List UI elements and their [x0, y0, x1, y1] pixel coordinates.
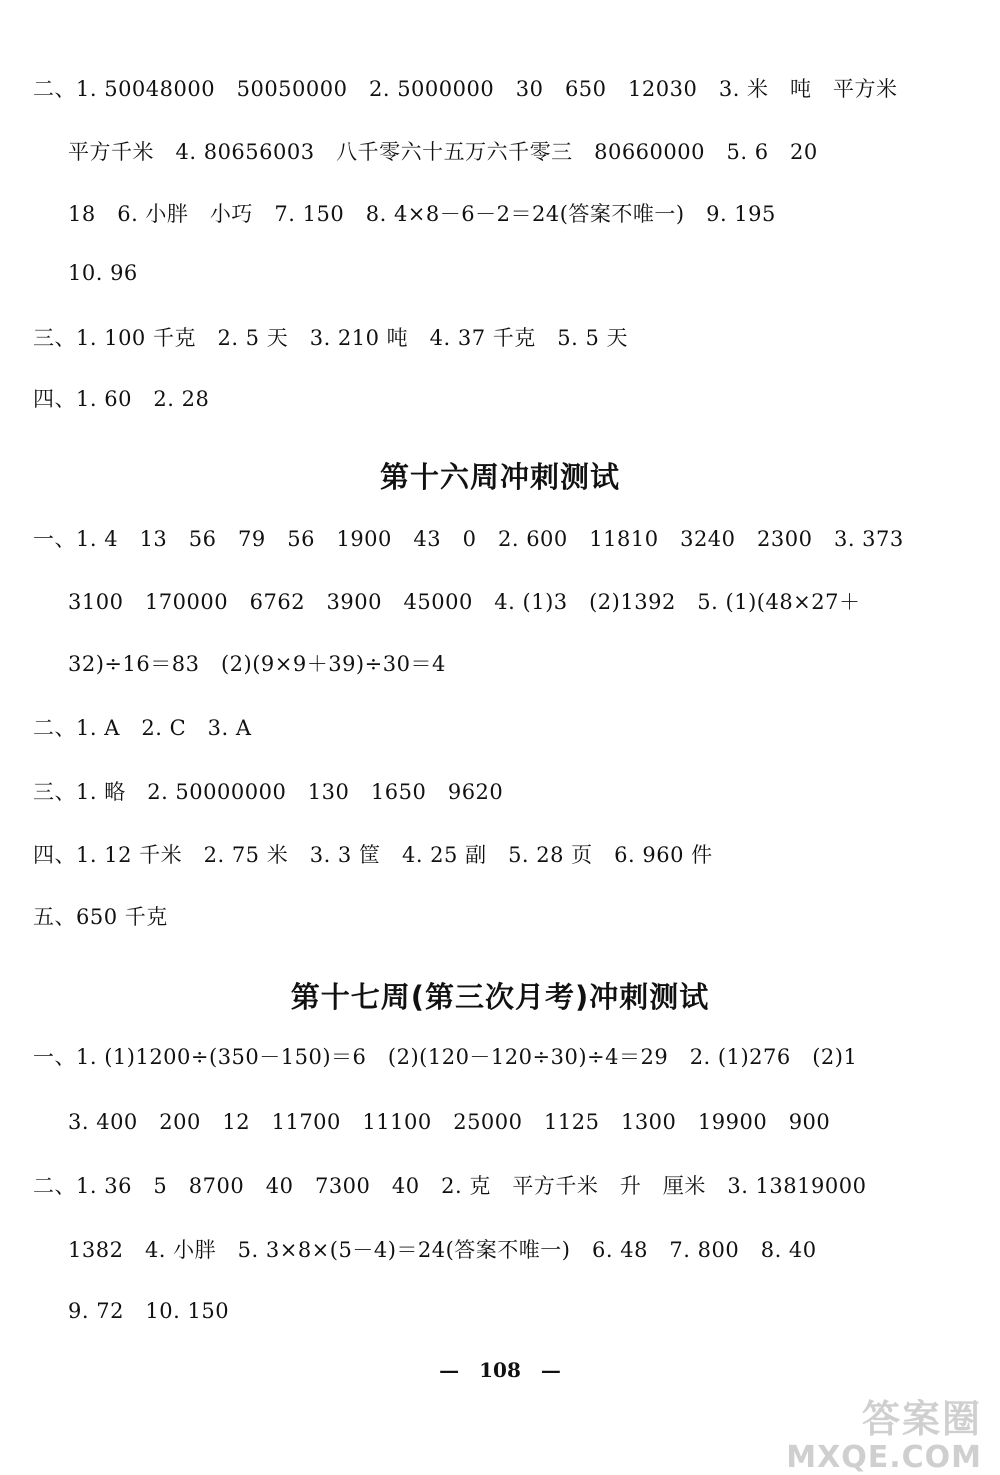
watermark-site-text: MXQE.COM: [786, 1440, 982, 1475]
answer-line: 四、1. 60 2. 28: [33, 387, 210, 411]
answer-line: 二、1. 36 5 8700 40 7300 40 2. 克 平方千米 升 厘米 3. 13819000: [33, 1174, 867, 1198]
answer-line: 32)÷16＝83 (2)(9×9＋39)÷30＝4: [68, 652, 446, 676]
answer-line: 三、1. 100 千克 2. 5 天 3. 210 吨 4. 37 千克 5. 5 天: [33, 326, 629, 350]
watermark-logo: [786, 1388, 982, 1473]
answer-line: 18 6. 小胖 小巧 7. 150 8. 4×8－6－2＝24(答案不唯一) 9. 195: [68, 202, 776, 226]
answer-line: 3. 400 200 12 11700 11100 25000 1125 1300 19900 900: [68, 1110, 831, 1134]
answer-line: 10. 96: [68, 261, 138, 285]
answer-line: 9. 72 10. 150: [68, 1299, 230, 1323]
answer-line: 1382 4. 小胖 5. 3×8×(5－4)＝24(答案不唯一) 6. 48 7. 800 8. 40: [68, 1238, 817, 1262]
answer-line: 一、1. (1)1200÷(350－150)＝6 (2)(120－120÷30)÷4＝29 2. (1)276 (2)1: [33, 1045, 858, 1069]
answer-line: 三、1. 略 2. 50000000 130 1650 9620: [33, 780, 504, 804]
answer-line: 一、1. 4 13 56 79 56 1900 43 0 2. 600 11810 3240 2300 3. 373: [33, 527, 904, 551]
answer-line: 五、650 千克: [33, 905, 168, 929]
section-title: 第十七周(第三次月考)冲刺测试: [290, 980, 710, 1014]
answer-line: 四、1. 12 千米 2. 75 米 3. 3 筐 4. 25 副 5. 28 页 6. 960 件: [33, 843, 713, 867]
answer-line: 平方千米 4. 80656003 八千零六十五万六千零三 80660000 5. 6 20: [68, 140, 818, 164]
answer-line: 二、1. 50048000 50050000 2. 5000000 30 650 12030 3. 米 吨 平方米: [33, 77, 898, 101]
answer-line: 3100 170000 6762 3900 45000 4. (1)3 (2)1392 5. (1)(48×27＋: [68, 590, 861, 614]
watermark-logo-text: 答案圈: [861, 1397, 982, 1441]
answer-line: 二、1. A 2. C 3. A: [33, 716, 252, 740]
page-number: — 108 —: [439, 1358, 561, 1382]
section-title: 第十六周冲刺测试: [379, 460, 620, 494]
